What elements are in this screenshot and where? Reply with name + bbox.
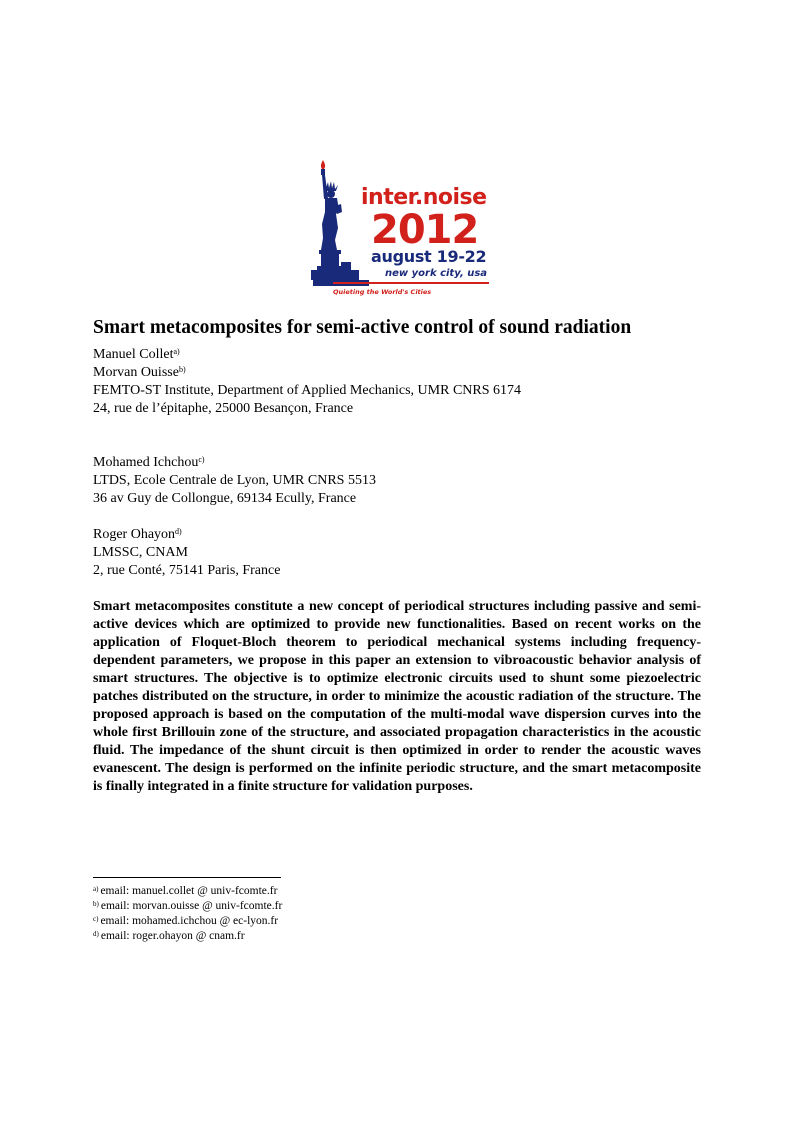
statue-of-liberty-icon xyxy=(311,158,371,286)
affiliation-block xyxy=(93,454,713,508)
logo-brand: inter.noise xyxy=(361,185,487,210)
footnote: $^{c)}$ email: mohamed.ichchou @ ec-lyon.fr xyxy=(93,915,279,927)
footnote-mark: b) xyxy=(178,365,186,374)
affiliation-line: LTDS, Ecole Centrale de Lyon, UMR CNRS 5513 xyxy=(93,473,376,488)
affiliation-line: 36 av Guy de Collongue, 69134 Ecully, France xyxy=(93,491,357,506)
footnote: $^{d)}$ email: roger.ohayon @ cnam.fr xyxy=(93,930,245,942)
logo-dates: august 19-22 xyxy=(371,247,487,266)
affiliation-block xyxy=(93,526,713,580)
footnote-mark: a) xyxy=(173,347,180,356)
affiliation-line: FEMTO-ST Institute, Department of Applied Mechanics, UMR CNRS 6174 xyxy=(93,383,522,398)
author-name: Manuel Collet$^{a)}$ xyxy=(93,347,180,362)
footnotes xyxy=(93,884,282,944)
author-name: Morvan Ouisse$^{b)}$ xyxy=(93,365,186,380)
affiliation-line: LMSSC, CNAM xyxy=(93,545,188,560)
paper-title: Smart metacomposites for semi-active control of sound radiation xyxy=(93,317,632,338)
affiliation-line: 2, rue Conté, 75141 Paris, France xyxy=(93,563,281,578)
logo-city: new york city, usa xyxy=(385,268,488,279)
footnote: $^{b)}$ email: morvan.ouisse @ univ-fcomte.fr xyxy=(93,900,283,912)
conference-logo xyxy=(311,158,491,300)
author-name: Roger Ohayon$^{d)}$ xyxy=(93,527,182,542)
abstract: Smart metacomposites constitute a new concept of periodical structures including passive and semi-active devices which are optimized to provide new functionalities. Based on recent works on the application of Floquet-Bloch theorem to periodical mechanical systems including frequency-dependent parameters, we propose in this paper an extension to vibroacoustic behavior analysis of smart structures. The objective is to optimize electronic circuits used to shunt some piezoelectric patches distributed on the structure, in order to minimize the acoustic radiation of the structure. The proposed approach is based on the computation of the multi-modal wave dispersion curves into the whole first Brillouin zone of the structure, and associated propagation characteristics in the acoustic fluid. The impedance of the shunt circuit is then optimized in order to render the acoustic waves evanescent. The design is performed on the infinite periodic structure, and the smart metacomposite is finally integrated in a finite structure for validation purposes. xyxy=(93,599,701,794)
logo-year: 2012 xyxy=(371,207,479,253)
logo-divider xyxy=(333,282,489,284)
author-name: Mohamed Ichchou$^{c)}$ xyxy=(93,455,205,470)
affiliation-line: 24, rue de l’épitaphe, 25000 Besançon, France xyxy=(93,401,354,416)
footnote-mark: d) xyxy=(175,527,182,536)
affiliation-block xyxy=(93,346,713,418)
footnote-divider xyxy=(93,877,281,878)
footnote-mark: c) xyxy=(198,455,205,464)
footnote: $^{a)}$ email: manuel.collet @ univ-fcomte.fr xyxy=(93,885,278,897)
logo-tagline: Quieting the World's Cities xyxy=(333,288,432,296)
